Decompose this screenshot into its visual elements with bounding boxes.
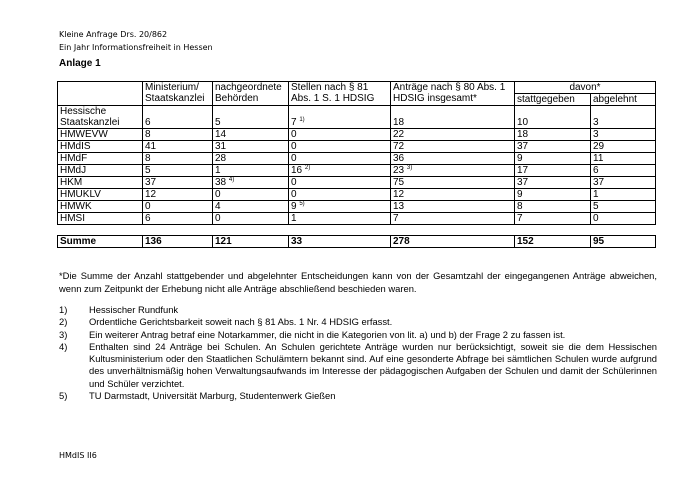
table-cell: 37 — [591, 177, 656, 189]
table-cell: 6 — [143, 213, 213, 225]
page-footer: HMdIS II6 — [59, 451, 97, 460]
table-cell: 6 — [143, 106, 213, 129]
table-cell: 1 — [213, 165, 289, 177]
statistics-table — [57, 81, 656, 248]
sum-note: *Die Summe der Anzahl stattgebender und abgelehnter Entscheidungen kann von der Gesamtzahl der eingegangenen Anträge abweichen, wenn zum Zeitpunkt der Erhebung nicht alle Anträge abschließend beschieden waren. — [59, 270, 657, 294]
table-row — [58, 201, 656, 213]
footnote-item — [59, 316, 657, 328]
table-header-row — [58, 82, 656, 94]
table-cell: 5 — [143, 165, 213, 177]
table-cell: 9 — [515, 153, 591, 165]
row-label: HMdIS — [58, 141, 143, 153]
sum-cell: 33 — [289, 236, 391, 248]
table-cell: 12 — [391, 189, 515, 201]
footnote-number: 5) — [59, 390, 68, 402]
table-row — [58, 177, 656, 189]
footnote-number: 2) — [59, 316, 68, 328]
table-cell: 12 — [143, 189, 213, 201]
footnote-text: Ordentliche Gerichtsbarkeit soweit nach § 81 Abs. 1 Nr. 4 HDSIG erfasst. — [89, 316, 393, 328]
header-line-1: Kleine Anfrage Drs. 20/862 — [59, 30, 168, 39]
table-cell: 13 — [391, 201, 515, 213]
table-cell: 38 $^{4)}$ — [213, 177, 289, 189]
footnote-marker: 5) — [299, 201, 305, 207]
table-cell: 10 — [515, 106, 591, 129]
footnote-item — [59, 329, 657, 341]
footnotes-list — [59, 304, 657, 402]
table-cell: 7 — [515, 213, 591, 225]
footnote-text: TU Darmstadt, Universität Marburg, Studentenwerk Gießen — [89, 390, 336, 402]
sum-cell: 278 — [391, 236, 515, 248]
footnote-marker: 4) — [228, 177, 235, 183]
table-cell: 37 — [143, 177, 213, 189]
table-cell: 37 — [515, 177, 591, 189]
table-cell: 16 $^{2)}$ — [289, 165, 391, 177]
table-cell: 0 — [289, 129, 391, 141]
table-cell: 0 — [213, 189, 289, 201]
row-label: HMWK — [58, 201, 143, 213]
header-ministerium: Ministerium/ Staatskanzlei — [143, 82, 213, 106]
footnote-marker: 2) — [304, 165, 311, 171]
table-cell: 36 — [391, 153, 515, 165]
table-cell: 7 — [391, 213, 515, 225]
header-empty-cell — [58, 82, 143, 106]
header-abgelehnt: abgelehnt — [591, 94, 656, 106]
header-stellen: Stellen nach § 81 Abs. 1 S. 1 HDSIG — [289, 82, 391, 106]
row-label: Hessische Staatskanzlei — [58, 106, 143, 129]
header-behoerden: nachgeordnete Behörden — [213, 82, 289, 106]
sum-cell: 136 — [143, 236, 213, 248]
table-cell: 29 — [591, 141, 656, 153]
footnote-text: Ein weiterer Antrag betraf eine Notarkammer, die nicht in die Kategorien von lit. a) und b) der Frage 2 zu fassen ist. — [89, 328, 566, 340]
table-cell: 1 — [289, 213, 391, 225]
table-cell: 3 — [591, 106, 656, 129]
table-cell: 7 $^{1)}$ — [289, 106, 391, 129]
table-cell: 4 — [213, 201, 289, 213]
table-cell: 8 — [143, 129, 213, 141]
table-cell: 22 — [391, 129, 515, 141]
table-cell: 0 — [591, 213, 656, 225]
table-cell: 0 — [289, 177, 391, 189]
table-cell: 6 — [591, 165, 656, 177]
table-cell: 75 — [391, 177, 515, 189]
table-cell: 18 — [515, 129, 591, 141]
header-antraege: Anträge nach § 80 Abs. 1 HDSIG insgesamt* — [391, 82, 515, 106]
table-cell: 3 — [591, 129, 656, 141]
table-row — [58, 189, 656, 201]
footnote-text: Hessischer Rundfunk — [89, 304, 179, 315]
table-spacer-row — [58, 225, 656, 236]
row-label: HMSI — [58, 213, 143, 225]
sum-cell: 152 — [515, 236, 591, 248]
footnote-item — [59, 304, 657, 316]
table-cell: 8 — [143, 153, 213, 165]
document-header — [59, 28, 213, 54]
table-row — [58, 153, 656, 165]
table-cell: 28 — [213, 153, 289, 165]
footnote-marker: 3) — [406, 165, 413, 171]
table-row — [58, 129, 656, 141]
footnote-number: 1) — [59, 304, 68, 315]
header-davon: davon* — [515, 82, 656, 94]
table-cell: 11 — [591, 153, 656, 165]
row-label: HMUKLV — [58, 189, 143, 201]
sum-row — [58, 236, 656, 248]
table-cell: 17 — [515, 165, 591, 177]
table-cell: 37 — [515, 141, 591, 153]
table-cell: 9 $^{5)}$ — [289, 201, 391, 213]
sum-cell: 95 — [591, 236, 656, 248]
table-cell: 41 — [143, 141, 213, 153]
table-row — [58, 141, 656, 153]
footnote-number: 3) — [59, 328, 68, 340]
row-label: HMdJ — [58, 165, 143, 177]
table-cell: 0 — [289, 141, 391, 153]
table-cell: 5 — [213, 106, 289, 129]
table-cell: 8 — [515, 201, 591, 213]
table-cell: 0 — [289, 189, 391, 201]
table-cell: 14 — [213, 129, 289, 141]
footnote-marker: 1) — [299, 117, 305, 123]
table-cell: 31 — [213, 141, 289, 153]
table-cell: 0 — [289, 153, 391, 165]
row-label: HMdF — [58, 153, 143, 165]
footnote-item — [59, 341, 657, 390]
table-cell: 5 — [591, 201, 656, 213]
header-stattgegeben: stattgegeben — [515, 94, 591, 106]
page-title: Anlage 1 — [59, 58, 101, 69]
table-row — [58, 213, 656, 225]
footnote-text: Enthalten sind 24 Anträge bei Schulen. An Schulen gerichtete Anträge wurden nur berücksichtigt, soweit sie die dem Hessischen Kultusministerium oder den Staatlichen Schulämtern bekannt sind. Auf eine gesonderte Abfrage bei sämtlichen Schulen wurde aufgrund des unverhältnismäßig hohen Verwaltungsaufwands im Interesse der pädagogischen Aufgaben der Schulen und damit der Schülerinnen und Schüler verzichtet. — [89, 340, 657, 389]
table-cell: 23 $^{3)}$ — [391, 165, 515, 177]
table-cell: 72 — [391, 141, 515, 153]
table-cell: 0 — [143, 201, 213, 213]
table-cell: 0 — [213, 213, 289, 225]
table-cell: 18 — [391, 106, 515, 129]
row-label: HMWEVW — [58, 129, 143, 141]
sum-cell: 121 — [213, 236, 289, 248]
table-row — [58, 106, 656, 129]
footnote-item — [59, 390, 657, 402]
table-cell: 1 — [591, 189, 656, 201]
header-line-2: Ein Jahr Informationsfreiheit in Hessen — [59, 43, 213, 52]
table-cell: 9 — [515, 189, 591, 201]
footnote-number: 4) — [59, 340, 68, 352]
sum-label: Summe — [58, 236, 143, 248]
table-row — [58, 165, 656, 177]
row-label: HKM — [58, 177, 143, 189]
